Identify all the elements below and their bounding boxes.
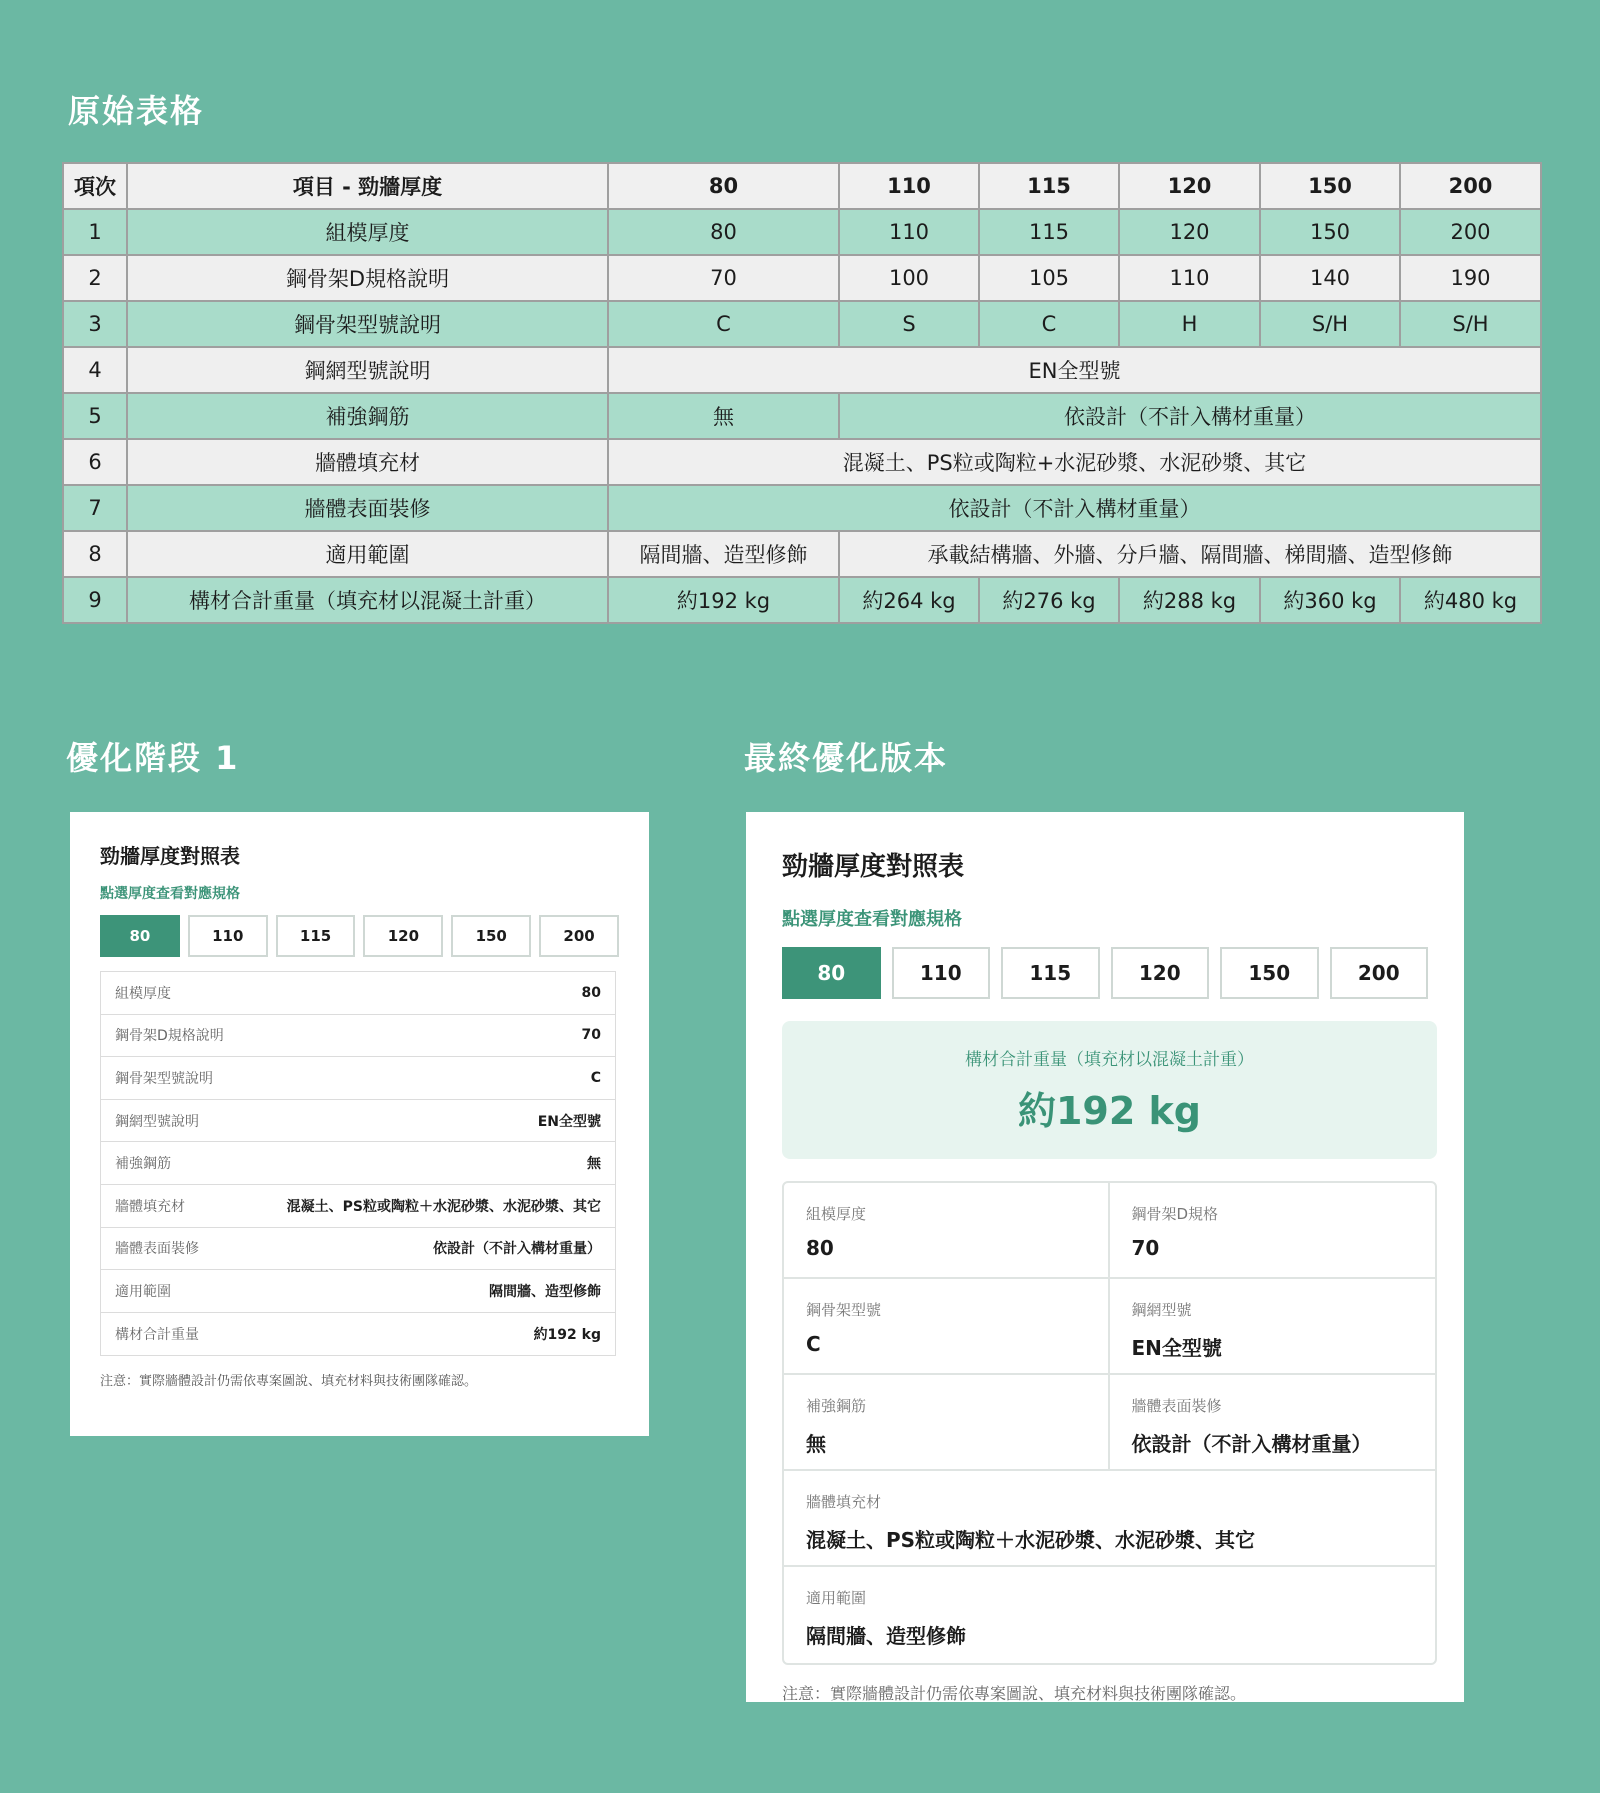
spec-cell bbox=[784, 1279, 1110, 1375]
spec-list bbox=[100, 971, 616, 1356]
spec-cell bbox=[1110, 1279, 1436, 1375]
table-cell-merged: 混凝土、PS粒或陶粒+水泥砂漿、水泥砂漿、其它 bbox=[608, 439, 1541, 485]
table-cell: 110 bbox=[1119, 255, 1260, 301]
table-cell: S bbox=[839, 301, 979, 347]
table-header: 200 bbox=[1400, 163, 1541, 209]
table-cell: 105 bbox=[979, 255, 1119, 301]
tab-110[interactable]: 110 bbox=[188, 915, 268, 957]
table-row bbox=[63, 577, 1541, 623]
spec-label: 鋼骨架型號說明 bbox=[115, 1070, 213, 1087]
table-header: 120 bbox=[1119, 163, 1260, 209]
section-title-original: 原始表格 bbox=[68, 92, 205, 130]
row-label: 構材合計重量（填充材以混凝土計重） bbox=[127, 577, 608, 623]
cell-value: 隔間牆、造型修飾 bbox=[806, 1624, 966, 1648]
table-header-row bbox=[63, 163, 1541, 209]
spec-cell bbox=[784, 1567, 1435, 1663]
table-cell-merged: EN全型號 bbox=[608, 347, 1541, 393]
cell-label: 鋼網型號 bbox=[1131, 1301, 1192, 1319]
table-cell: 115 bbox=[979, 209, 1119, 255]
table-cell: C bbox=[979, 301, 1119, 347]
tab-120[interactable]: 120 bbox=[1111, 947, 1210, 999]
row-label: 鋼骨架型號說明 bbox=[127, 301, 608, 347]
table-cell-merged: 承載結構牆、外牆、分戶牆、隔間牆、梯間牆、造型修飾 bbox=[839, 531, 1541, 577]
spec-value: 約192 kg bbox=[533, 1327, 601, 1344]
section-title-stage1: 優化階段 1 bbox=[66, 739, 240, 777]
spec-cell bbox=[1110, 1375, 1436, 1471]
table-row bbox=[63, 255, 1541, 301]
section-title-final: 最終優化版本 bbox=[744, 739, 949, 777]
spec-label: 牆體表面裝修 bbox=[115, 1241, 199, 1258]
cell-label: 適用範圍 bbox=[806, 1589, 867, 1607]
cell-label: 牆體填充材 bbox=[806, 1493, 882, 1511]
cell-value: 依設計（不計入構材重量） bbox=[1131, 1432, 1372, 1456]
table-cell: 約288 kg bbox=[1119, 577, 1260, 623]
table-cell: S/H bbox=[1260, 301, 1400, 347]
spec-label: 組模厚度 bbox=[115, 985, 171, 1002]
row-label: 牆體表面裝修 bbox=[127, 485, 608, 531]
table-cell: 120 bbox=[1119, 209, 1260, 255]
spec-value: 混凝土、PS粒或陶粒＋水泥砂漿、水泥砂漿、其它 bbox=[286, 1198, 601, 1215]
spec-row bbox=[101, 1057, 615, 1100]
spec-label: 牆體填充材 bbox=[115, 1198, 185, 1215]
stage1-card bbox=[70, 812, 649, 1436]
table-row bbox=[63, 347, 1541, 393]
spec-value: 隔間牆、造型修飾 bbox=[489, 1283, 601, 1300]
table-header: 項目 - 勁牆厚度 bbox=[127, 163, 608, 209]
original-table bbox=[62, 162, 1542, 624]
spec-label: 構材合計重量 bbox=[115, 1327, 199, 1344]
card-subtitle: 點選厚度查看對應規格 bbox=[782, 909, 962, 930]
spec-row bbox=[101, 1185, 615, 1228]
cell-label: 組模厚度 bbox=[806, 1205, 867, 1223]
spec-row bbox=[101, 972, 615, 1015]
spec-row bbox=[101, 1142, 615, 1185]
table-cell-merged: 依設計（不計入構材重量） bbox=[839, 393, 1541, 439]
card-title: 勁牆厚度對照表 bbox=[100, 844, 240, 868]
table-row bbox=[63, 439, 1541, 485]
table-header: 150 bbox=[1260, 163, 1400, 209]
table-header: 項次 bbox=[63, 163, 127, 209]
card-note: 注意：實際牆體設計仍需依專案圖說、填充材料與技術團隊確認。 bbox=[782, 1684, 1247, 1703]
row-number: 7 bbox=[63, 485, 127, 531]
row-number: 9 bbox=[63, 577, 127, 623]
summary-value: 約192 kg bbox=[1017, 1089, 1202, 1133]
table-row bbox=[63, 531, 1541, 577]
cell-value: C bbox=[806, 1332, 821, 1356]
spec-cell bbox=[784, 1375, 1110, 1471]
cell-label: 補強鋼筋 bbox=[806, 1397, 867, 1415]
cell-label: 牆體表面裝修 bbox=[1131, 1397, 1222, 1415]
spec-label: 補強鋼筋 bbox=[115, 1156, 171, 1173]
table-cell: 80 bbox=[608, 209, 839, 255]
table-cell: 150 bbox=[1260, 209, 1400, 255]
tab-120[interactable]: 120 bbox=[363, 915, 443, 957]
table-cell: 110 bbox=[839, 209, 979, 255]
row-number: 3 bbox=[63, 301, 127, 347]
spec-value: 70 bbox=[581, 1027, 601, 1044]
table-cell-merged: 依設計（不計入構材重量） bbox=[608, 485, 1541, 531]
row-label: 補強鋼筋 bbox=[127, 393, 608, 439]
table-row bbox=[63, 209, 1541, 255]
tab-115[interactable]: 115 bbox=[276, 915, 356, 957]
table-cell: 約480 kg bbox=[1400, 577, 1541, 623]
spec-row bbox=[101, 1015, 615, 1058]
spec-value: C bbox=[590, 1069, 601, 1086]
spec-grid bbox=[782, 1181, 1437, 1665]
row-label: 鋼網型號說明 bbox=[127, 347, 608, 393]
final-card bbox=[746, 812, 1464, 1702]
table-header: 115 bbox=[979, 163, 1119, 209]
row-number: 1 bbox=[63, 209, 127, 255]
table-header: 110 bbox=[839, 163, 979, 209]
card-note: 注意：實際牆體設計仍需依專案圖說、填充材料與技術團隊確認。 bbox=[100, 1374, 478, 1390]
tab-150[interactable]: 150 bbox=[451, 915, 531, 957]
spec-value: 無 bbox=[587, 1156, 601, 1173]
tab-110[interactable]: 110 bbox=[892, 947, 991, 999]
table-cell: H bbox=[1119, 301, 1260, 347]
tab-115[interactable]: 115 bbox=[1001, 947, 1100, 999]
weight-summary bbox=[782, 1021, 1437, 1159]
table-cell: 隔間牆、造型修飾 bbox=[608, 531, 839, 577]
cell-value: 混凝土、PS粒或陶粒＋水泥砂漿、水泥砂漿、其它 bbox=[806, 1528, 1256, 1552]
table-row bbox=[63, 301, 1541, 347]
cell-value: 70 bbox=[1131, 1236, 1160, 1260]
row-label: 鋼骨架D規格說明 bbox=[127, 255, 608, 301]
table-cell: 約276 kg bbox=[979, 577, 1119, 623]
tab-80[interactable]: 80 bbox=[100, 915, 180, 957]
table-cell: 190 bbox=[1400, 255, 1541, 301]
tab-200[interactable]: 200 bbox=[539, 915, 619, 957]
table-cell: 約264 kg bbox=[839, 577, 979, 623]
table-cell: C bbox=[608, 301, 839, 347]
spec-value: 80 bbox=[581, 984, 601, 1001]
row-number: 5 bbox=[63, 393, 127, 439]
card-title: 勁牆厚度對照表 bbox=[782, 852, 965, 882]
tab-200[interactable]: 200 bbox=[1330, 947, 1429, 999]
row-number: 6 bbox=[63, 439, 127, 485]
spec-value: EN全型號 bbox=[537, 1113, 601, 1130]
table-row bbox=[63, 485, 1541, 531]
row-label: 適用範圍 bbox=[127, 531, 608, 577]
cell-value: 無 bbox=[806, 1432, 826, 1456]
card-subtitle: 點選厚度查看對應規格 bbox=[100, 886, 240, 902]
table-cell: S/H bbox=[1400, 301, 1541, 347]
tab-80[interactable]: 80 bbox=[782, 947, 881, 999]
spec-label: 鋼網型號說明 bbox=[115, 1113, 199, 1130]
spec-row bbox=[101, 1228, 615, 1271]
spec-cell bbox=[784, 1471, 1435, 1567]
table-cell: 70 bbox=[608, 255, 839, 301]
spec-label: 鋼骨架D規格說明 bbox=[115, 1028, 224, 1045]
table-cell: 約192 kg bbox=[608, 577, 839, 623]
thickness-tabs bbox=[782, 947, 1428, 999]
table-cell: 約360 kg bbox=[1260, 577, 1400, 623]
spec-cell bbox=[784, 1183, 1110, 1279]
row-label: 牆體填充材 bbox=[127, 439, 608, 485]
tab-150[interactable]: 150 bbox=[1220, 947, 1319, 999]
table-cell: 100 bbox=[839, 255, 979, 301]
cell-label: 鋼骨架D規格 bbox=[1131, 1205, 1219, 1223]
table-row bbox=[63, 393, 1541, 439]
spec-value: 依設計（不計入構材重量） bbox=[433, 1241, 601, 1258]
spec-label: 適用範圍 bbox=[115, 1283, 171, 1300]
row-number: 4 bbox=[63, 347, 127, 393]
summary-label: 構材合計重量（填充材以混凝土計重） bbox=[965, 1050, 1254, 1070]
cell-label: 鋼骨架型號 bbox=[806, 1301, 882, 1319]
table-header: 80 bbox=[608, 163, 839, 209]
spec-cell bbox=[1110, 1183, 1436, 1279]
spec-row bbox=[101, 1313, 615, 1356]
table-cell: 200 bbox=[1400, 209, 1541, 255]
spec-row bbox=[101, 1100, 615, 1143]
spec-row bbox=[101, 1270, 615, 1313]
thickness-tabs bbox=[100, 915, 619, 957]
cell-value: EN全型號 bbox=[1131, 1336, 1222, 1360]
row-number: 8 bbox=[63, 531, 127, 577]
table-cell: 140 bbox=[1260, 255, 1400, 301]
table-cell: 無 bbox=[608, 393, 839, 439]
row-number: 2 bbox=[63, 255, 127, 301]
row-label: 組模厚度 bbox=[127, 209, 608, 255]
cell-value: 80 bbox=[806, 1236, 834, 1260]
